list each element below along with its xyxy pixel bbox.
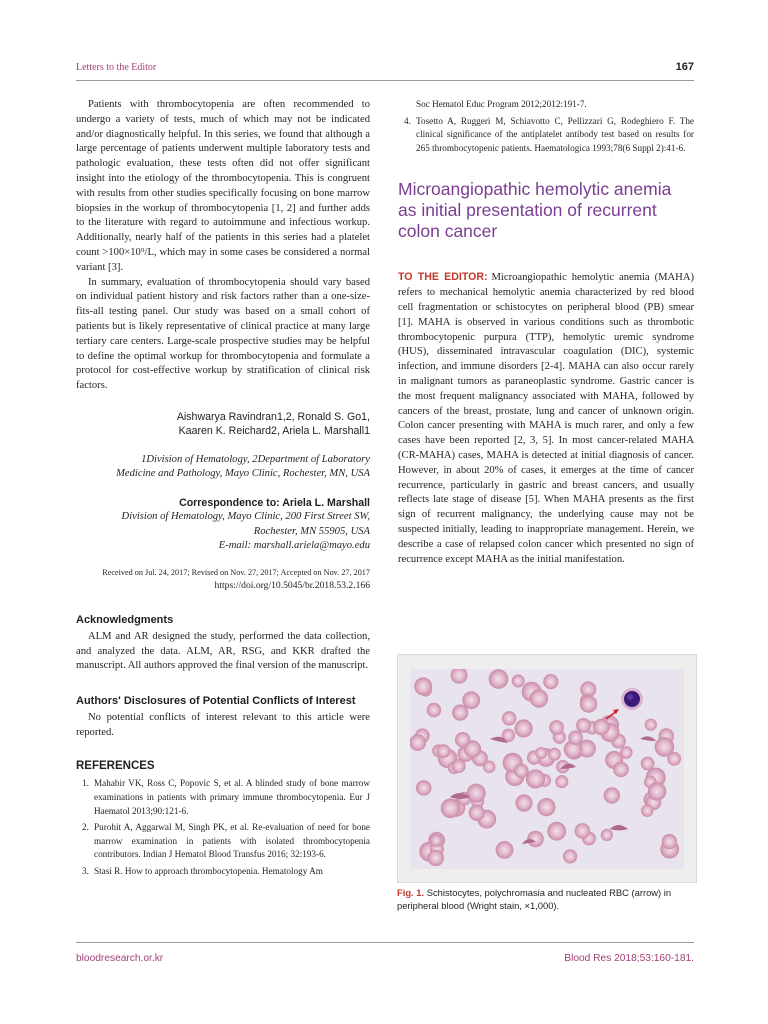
header-rule <box>76 80 694 81</box>
red-blood-cell <box>645 719 657 731</box>
acknowledgments-heading: Acknowledgments <box>76 613 174 626</box>
running-header-section: Letters to the Editor <box>76 62 157 73</box>
red-blood-cell <box>655 737 675 757</box>
left-column <box>76 98 370 881</box>
red-blood-cell <box>530 689 548 707</box>
body-paragraph-1: Patients with thrombocytopenia are often recommended to undergo a variety of tests, much of which may not be indicated and/or diagnostically helpful. In this series, we found that although a large percentage of patients underwent multiple laboratory tests and pathologic evaluation, these tests often did not offer significant insight into the etiology of the thrombocytopenia. This is congruent with results from other studies specifically focusing on bone marrow biopsies in the workup of thrombocytopenia [1, 2] and further adds to the literature with regard to autoimmune and infectious workup. Additionally, nearly half of the patients in this series had a platelet count >100×10⁹/L, which may in some cases be considered a normal variant [3]. <box>76 99 370 273</box>
red-blood-cell <box>496 841 514 859</box>
red-blood-cell <box>427 703 441 717</box>
figure-label: Fig. 1. <box>397 887 425 898</box>
red-blood-cell <box>613 762 629 778</box>
disclosures-text: No potential conflicts of interest relevant to this article were reported. <box>76 711 370 738</box>
red-blood-cell <box>469 805 485 821</box>
red-blood-cell <box>641 805 653 817</box>
red-blood-cell <box>576 718 591 733</box>
red-blood-cell <box>462 691 480 709</box>
red-blood-cell <box>489 669 509 689</box>
to-the-editor-lead: TO THE EDITOR: <box>398 271 488 284</box>
reference-3-continued: Soc Hematol Educ Program 2012;2012:191-7. <box>416 99 587 109</box>
acknowledgments-text: ALM and AR designed the study, performed the data collection, and analyzed the data. ALM, AR, RSG, and KKR drafted the manuscript. All authors approved the final version of the manuscript. <box>76 630 370 672</box>
reference-item: 3. Stasi R. How to approach thrombocytopenia. Hematology Am <box>82 865 323 876</box>
red-blood-cell <box>410 734 426 751</box>
red-blood-cell <box>563 849 577 863</box>
red-blood-cell <box>416 780 432 796</box>
red-blood-cell <box>483 761 496 774</box>
red-blood-cell <box>535 747 547 759</box>
red-blood-cell <box>548 748 561 761</box>
affiliation-line-2: Medicine and Pathology, Mayo Clinic, Rochester, MN, USA <box>116 468 370 480</box>
references-list <box>76 777 370 878</box>
correspondence-email[interactable]: E-mail: marshall.ariela@mayo.edu <box>218 540 370 552</box>
reference-item: 4. Tosetto A, Ruggeri M, Schiavotto C, Pellizzari G, Rodeghiero F. The clinical significance of the antiplatelet antibody test based on results for 265 thrombocytopenic patients. Haematologica 1993;78(6 Suppl 2):41-6. <box>404 115 694 153</box>
reference-item: 2. Purohit A, Aggarwal M, Singh PK, et al. Re-evaluation of need for bone marrow examination in patients with isolated thrombocytopenia contributors. Indian J Hematol Blood Transfus 2016; 32:193-6. <box>82 822 370 860</box>
correspondence-block <box>76 496 370 554</box>
body-paragraph-2: In summary, evaluation of thrombocytopenia should vary based on individual patient history and risk factors rather than a one-size-fits-all testing panel. Our study was based on a small cohort of patients but is likely representative of clinical practice at many large tertiary care centers. Large-scale prospective studies may be helpful to define the optimal workup for thrombocytopenia and formulate a protocol for cost-effective workup by stratification of clinical risk factors. <box>76 276 370 392</box>
footer-rule <box>76 942 694 943</box>
author-signature <box>76 410 370 439</box>
doi-link[interactable]: https://doi.org/10.5045/br.2018.53.2.166 <box>214 579 370 591</box>
reference-item: 1. Mahabir VK, Ross C, Popovic S, et al. A blinded study of bone marrow examinations in patients with primary immune thrombocytopenia. Eur J Haematol 2013;90:121-6. <box>82 778 370 816</box>
red-blood-cell <box>515 794 532 811</box>
received-dates: Received on Jul. 24, 2017; Revised on Nov. 27, 2017; Accepted on Nov. 27, 2017 <box>102 567 370 577</box>
red-blood-cell <box>526 769 545 788</box>
blood-smear-image <box>410 669 684 869</box>
red-blood-cell <box>437 744 451 758</box>
journal-citation: Blood Res 2018;53:160-181. <box>564 953 694 964</box>
red-blood-cell <box>428 850 444 866</box>
author-line-1: Aishwarya Ravindran1,2, Ronald S. Go1, <box>176 410 370 423</box>
red-blood-cell <box>549 720 564 735</box>
red-blood-cell <box>414 677 432 695</box>
red-blood-cell <box>555 775 568 788</box>
figure-caption <box>397 886 695 912</box>
page-number: 167 <box>675 61 694 73</box>
red-blood-cell <box>430 834 443 847</box>
author-line-2: Kaaren K. Reichard2, Ariela L. Marshall1 <box>178 425 370 438</box>
red-blood-cell <box>441 799 461 819</box>
red-blood-cell <box>455 732 470 747</box>
journal-site-link[interactable]: bloodresearch.or.kr <box>76 953 164 964</box>
figure-caption-text: Schistocytes, polychromasia and nucleated RBC (arrow) in peripheral blood (Wright stain, ×1,000). <box>397 887 672 911</box>
red-blood-cell <box>575 823 591 839</box>
correspondence-address-1: Division of Hematology, Mayo Clinic, 200 First Street SW, <box>121 511 370 523</box>
article-title: Microangiopathic hemolytic anemia as initial presentation of recurrent colon cancer <box>398 179 672 242</box>
red-blood-cell <box>620 746 633 759</box>
red-blood-cell <box>568 730 583 745</box>
red-blood-cell <box>543 674 558 689</box>
red-blood-cell <box>452 759 466 773</box>
article-body <box>398 270 694 567</box>
correspondence-address-2: Rochester, MN 55905, USA <box>253 525 370 537</box>
red-blood-cell <box>547 822 566 841</box>
affiliation <box>76 453 370 482</box>
nucleated-rbc <box>621 688 643 710</box>
red-blood-cell <box>537 798 555 816</box>
red-blood-cell <box>580 695 597 712</box>
affiliation-line-1: 1Division of Hematology, 2Department of Laboratory <box>141 453 370 465</box>
article-body-text: Microangiopathic hemolytic anemia (MAHA) refers to mechanical hemolytic anemia characterized by red blood cell fragmentation or schistocytes on peripheral blood (PB) smear [1]. MAHA is observed in various conditions such as thrombotic thrombocytopenic purpura (TTP), hemolytic uremic syndrome (HUS), disseminated intravascular coagulation (DIC), systemic infection, and immune disorders [2-4]. MAHA can also occur rarely in malignant tumors as paraneoplastic syndrome. Gastric cancer is the most frequent malignancy associated with MAHA, followed by cancers of the breast, prostate, lung and cancer of unknown origin. Colon cancer presenting with MAHA is much rarer, and only a few cases have been reported [2, 3, 5]. In most cancer-related MAHA (CR-MAHA) cases, MAHA is detected at initial diagnosis of cancer. However, in about 20% of cases, it emerges at the time of cancer recurrence, particularly in gastric and breast cancers, and usually reflects late stage of disease [5]. When MAHA presents as the first sign of recurrent malignancy, the underlying cause may not be suspected initially, leading to inappropriate management. Herein, we describe a case of relapsed colon cancer which presented no sign of recurrence except MAHA as the initial manifestation. <box>398 272 694 565</box>
red-blood-cell <box>662 834 677 849</box>
figure-1-frame <box>397 654 697 883</box>
red-blood-cell <box>604 787 620 803</box>
red-blood-cell <box>512 675 525 688</box>
red-blood-cell <box>593 719 610 736</box>
red-blood-cell <box>502 711 516 725</box>
right-column <box>398 98 694 567</box>
red-blood-cell <box>648 782 666 800</box>
references-heading: REFERENCES <box>76 759 155 772</box>
red-blood-cell <box>515 719 533 737</box>
disclosures-heading: Authors' Disclosures of Potential Conflicts of Interest <box>76 695 356 708</box>
red-blood-cell <box>601 829 613 841</box>
red-blood-cell <box>467 784 486 803</box>
references-list-continued <box>398 115 694 156</box>
correspondence-label: Correspondence to: Ariela L. Marshall <box>179 496 370 509</box>
